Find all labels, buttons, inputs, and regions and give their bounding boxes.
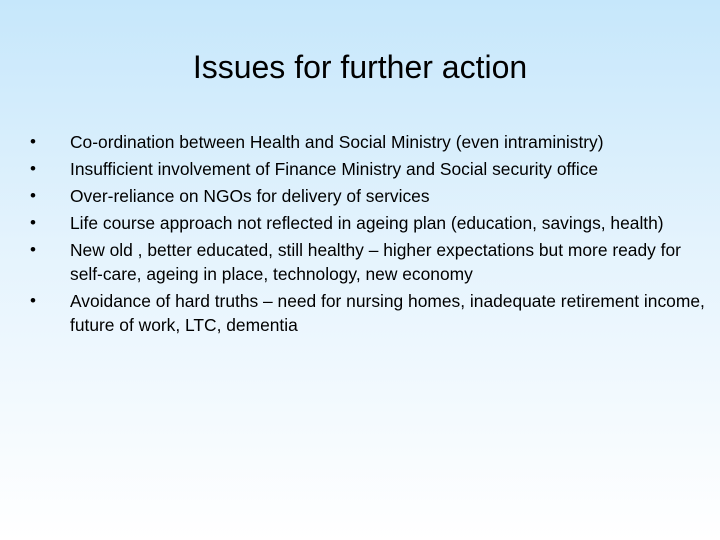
bullet-text: Life course approach not reflected in ageing plan (education, savings, health)	[70, 213, 664, 233]
bullet-icon: •	[30, 159, 36, 178]
bullet-icon: •	[30, 240, 36, 259]
slide-title: Issues for further action	[192, 49, 528, 85]
bullet-list	[28, 130, 708, 340]
bullet-text: Co-ordination between Health and Social Ministry (even intraministry)	[70, 132, 604, 152]
bullet-text: New old , better educated, still healthy – higher expectations but more ready for self-care, ageing in place, technology, new economy	[70, 240, 681, 284]
bullet-item	[28, 157, 708, 181]
bullet-icon: •	[30, 291, 36, 310]
bullet-text: Avoidance of hard truths – need for nursing homes, inadequate retirement income, future of work, LTC, dementia	[70, 291, 705, 335]
bullet-item	[28, 238, 708, 286]
bullet-item	[28, 184, 708, 208]
bullet-text: Insufficient involvement of Finance Ministry and Social security office	[70, 159, 599, 179]
bullet-icon: •	[30, 186, 36, 205]
bullet-text: Over-reliance on NGOs for delivery of services	[70, 186, 430, 206]
bullet-item	[28, 211, 708, 235]
bullet-item	[28, 289, 708, 337]
bullet-icon: •	[30, 213, 36, 232]
bullet-icon: •	[30, 132, 36, 151]
bullet-item	[28, 130, 708, 154]
